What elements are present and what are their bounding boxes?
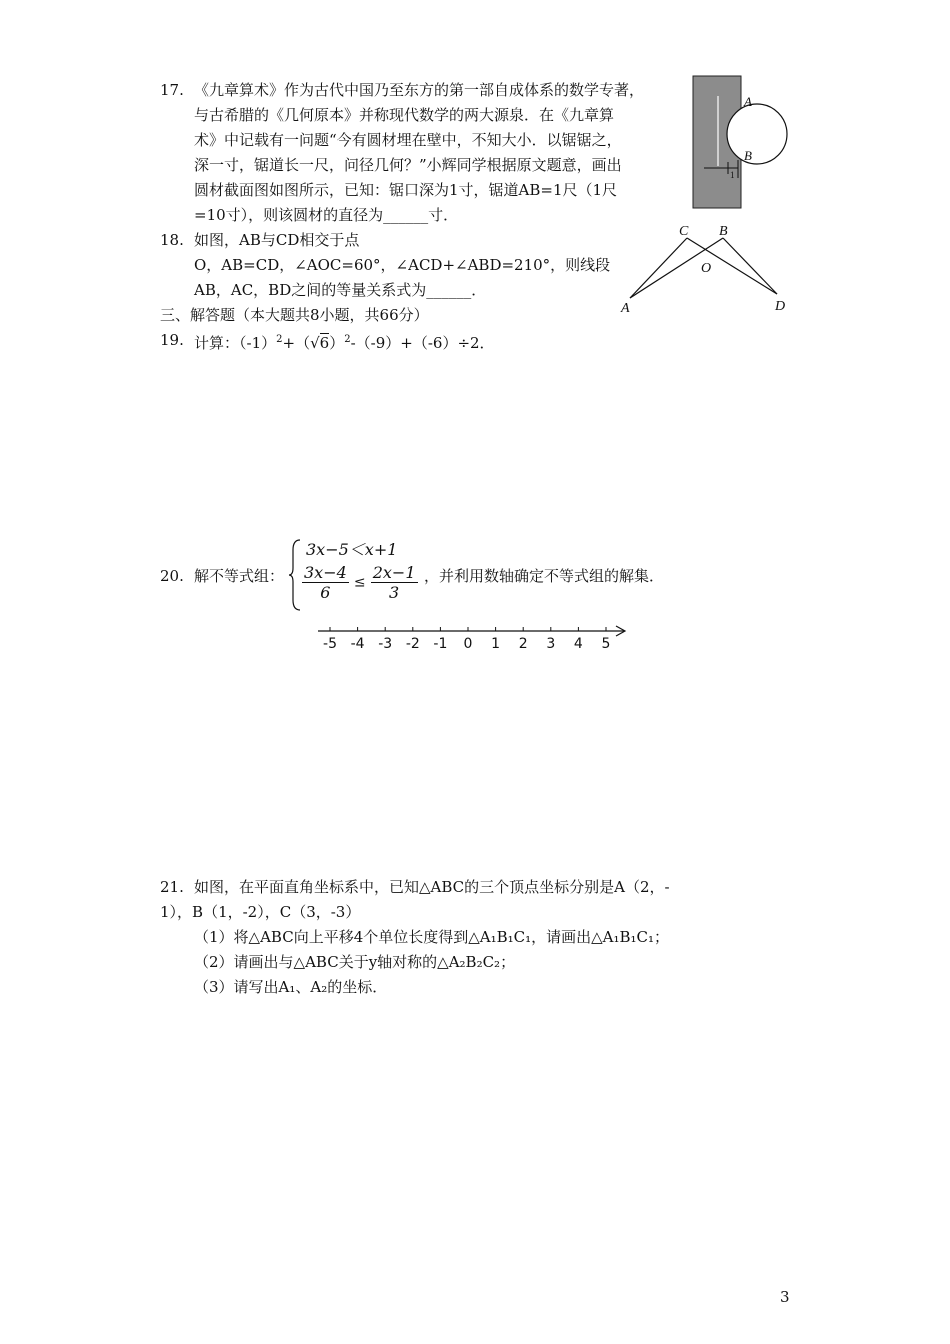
q17-label-1: 1 <box>730 170 735 180</box>
q17-label-A: A <box>744 94 752 109</box>
q18-label-C: C <box>679 224 689 239</box>
q17-circle <box>727 104 787 164</box>
section-3-heading: 三、解答题（本大题共8小题，共66分） <box>160 306 429 324</box>
number-line-label: 1 <box>491 636 501 652</box>
number-line-label: -3 <box>378 636 393 652</box>
q21-number: 21. <box>160 878 184 896</box>
q19-radicand: 6 <box>319 334 330 352</box>
q19-expression <box>194 330 495 353</box>
q20-le-sign: ≤ <box>353 574 366 591</box>
number-line-label: -4 <box>350 636 365 652</box>
q20-fraction-1 <box>302 563 349 602</box>
q17-figure <box>690 74 800 214</box>
q18-line-2: O，AB=CD，∠AOC=60°，∠ACD+∠ABD=210°，则线段 <box>194 256 611 274</box>
sqrt-symbol: √ <box>310 334 320 352</box>
q21-line-4: （2）请画出与△ABC关于y轴对称的△A₂B₂C₂； <box>194 953 516 971</box>
number-line-label: 3 <box>546 636 556 652</box>
page-number: 3 <box>780 1288 790 1306</box>
q20-prefix: 解不等式组： <box>194 567 285 585</box>
q20-f2-denominator: 3 <box>389 583 400 602</box>
q21-line-2: 1），B（1，-2），C（3，-3） <box>160 903 361 921</box>
q18-line-1: 如图，AB与CD相交于点 <box>194 231 360 249</box>
q21-line-3: （1）将△ABC向上平移4个单位长度得到△A₁B₁C₁，请画出△A₁B₁C₁； <box>194 928 670 946</box>
q21-line-5: （3）请写出A₁、A₂的坐标． <box>194 978 388 996</box>
q18-label-B: B <box>719 224 728 239</box>
q19-exp-2: 2 <box>344 334 351 345</box>
q19-exp-1: 2 <box>276 334 283 345</box>
q19-part-b: +（ <box>282 334 311 352</box>
q17-line-6: =10寸），则该圆材的直径为______寸． <box>194 206 459 224</box>
q18-label-O: O <box>701 261 712 276</box>
q20-inequality-1: 3x−5＜x+1 <box>306 540 398 559</box>
q18-label-A: A <box>621 301 630 316</box>
number-line-label: 0 <box>463 636 473 652</box>
q19-number: 19. <box>160 331 184 349</box>
number-line-label: -1 <box>433 636 448 652</box>
q20-brace <box>288 538 302 612</box>
q17-line-5: 圆材截面图如图所示，已知：锯口深为1寸，锯道AB=1尺（1尺 <box>194 181 618 199</box>
q20-number: 20. <box>160 567 184 585</box>
number-line-label: 5 <box>601 636 611 652</box>
q18-number: 18. <box>160 231 184 249</box>
q17-label-B: B <box>744 148 752 163</box>
q20-inequality-2 <box>302 563 418 602</box>
q20-fraction-2 <box>371 563 418 602</box>
q20-suffix: ，并利用数轴确定不等式组的解集． <box>424 567 665 585</box>
q18-line-3: AB，AC，BD之间的等量关系式为______． <box>194 281 487 299</box>
q17-number: 17. <box>160 81 184 99</box>
q17-line-4: 深一寸，锯道长一尺，问径几何？”小辉同学根据原文题意，画出 <box>194 156 622 174</box>
number-line-label: -5 <box>323 636 337 652</box>
q19-part-a: 计算：（-1） <box>194 334 277 352</box>
number-line-label: 4 <box>573 636 583 652</box>
q17-line-1: 《九章算术》作为古代中国乃至东方的第一部自成体系的数学专著， <box>194 81 645 99</box>
q20-f1-numerator: 3x−4 <box>304 563 347 582</box>
q20-f1-denominator: 6 <box>320 583 331 602</box>
q17-line-3: 术》中记载有一问题“今有圆材埋在壁中，不知大小．以锯锯之， <box>194 131 622 149</box>
q19-part-d: -（-9）+（-6）÷2． <box>350 334 495 352</box>
q19-part-c: ） <box>329 334 345 352</box>
q18-label-D: D <box>775 299 786 314</box>
q18-figure <box>615 220 795 320</box>
number-line-label: -2 <box>405 636 420 652</box>
q17-line-2: 与古希腊的《几何原本》并称现代数学的两大源泉．在《九章算 <box>194 106 615 124</box>
q21-line-1: 如图，在平面直角坐标系中，已知△ABC的三个顶点坐标分别是A（2，- <box>194 878 670 896</box>
q20-f2-numerator: 2x−1 <box>372 563 416 582</box>
number-line-label: 2 <box>518 636 528 652</box>
